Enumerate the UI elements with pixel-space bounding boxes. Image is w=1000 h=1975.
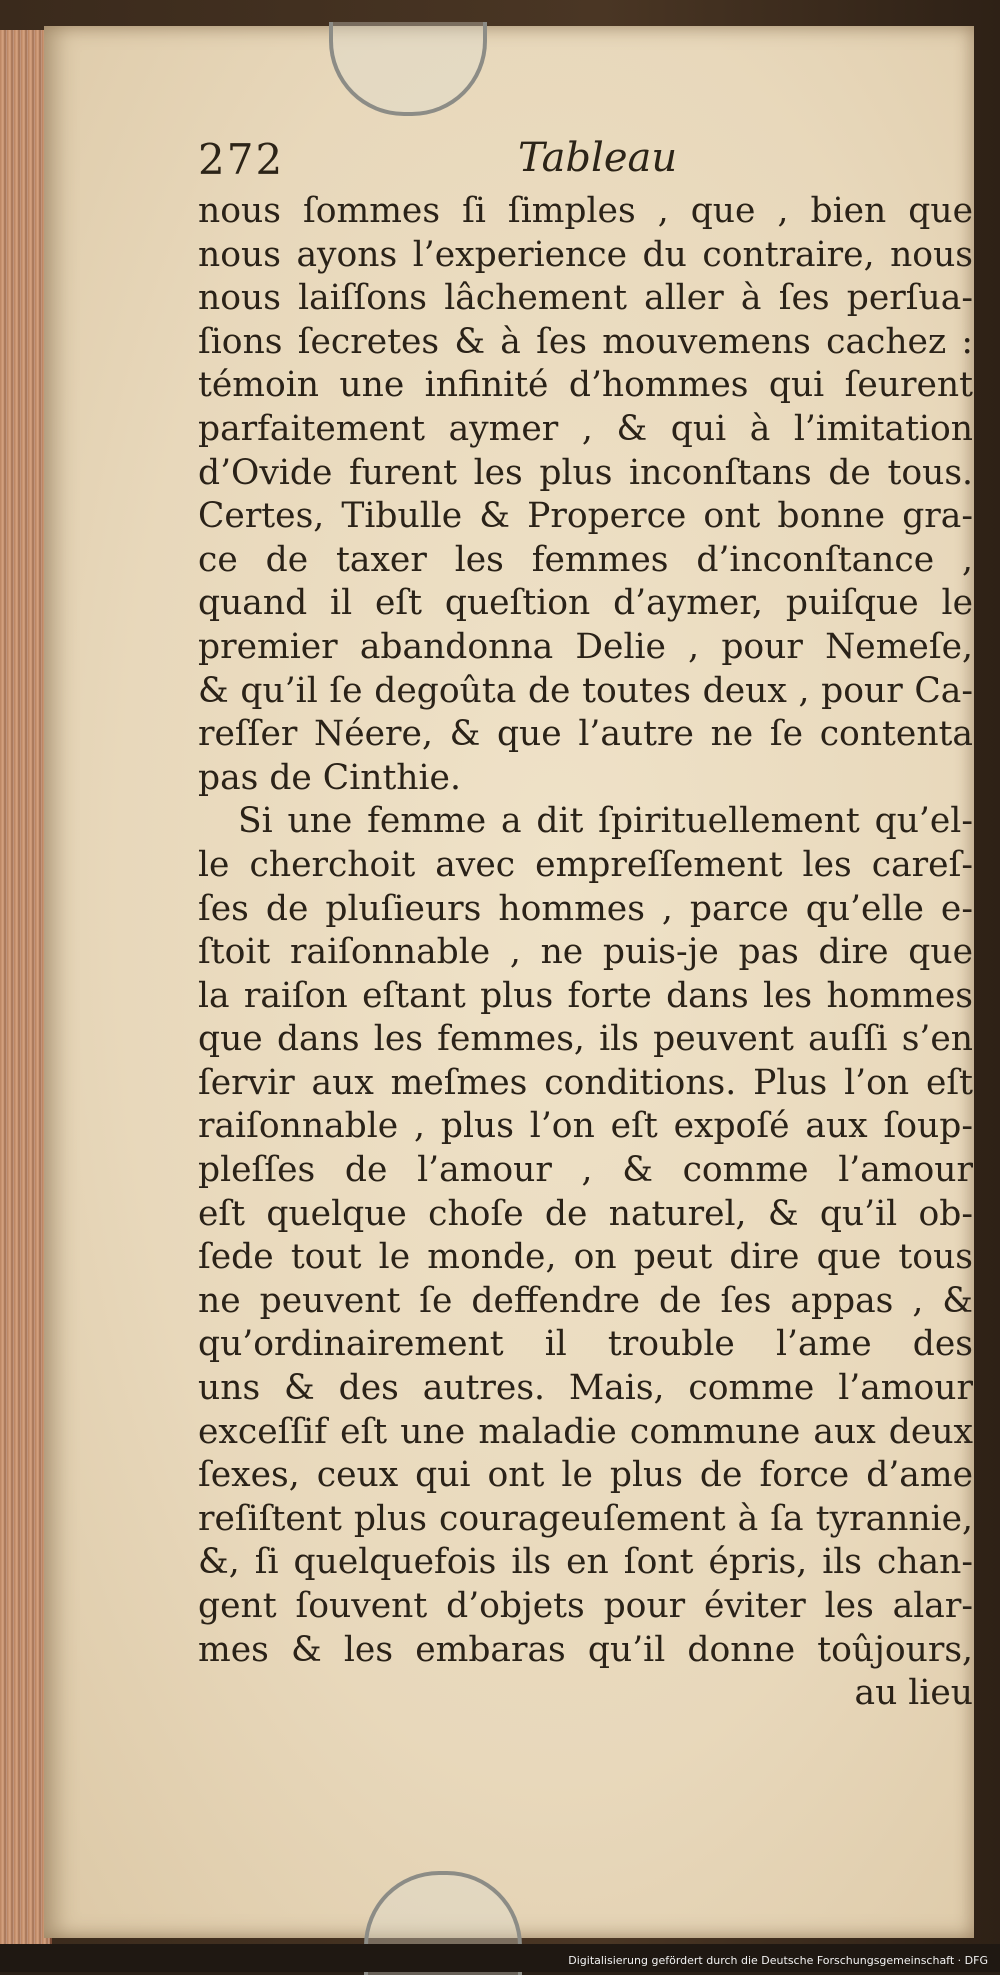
text-line: nous laiſſons lâchement aller à ſes perſua- — [198, 278, 973, 319]
text-line: ce de taxer les femmes d’inconſtance , — [198, 539, 973, 580]
text-line: parfaitement aymer , & qui à l’imitation — [198, 408, 973, 449]
page-header — [198, 135, 938, 195]
text-line: nous ayons l’experience du contraire, nous — [198, 234, 973, 275]
running-title: Tableau — [518, 135, 678, 181]
text-line: Certes, Tibulle & Properce ont bonne gra- — [198, 496, 973, 537]
text-line: que dans les femmes, ils peuvent auſſi s’en — [198, 1019, 973, 1060]
text-line: ſede tout le monde, on peut dire que tous — [198, 1237, 973, 1278]
text-line: qu’ordinairement il trouble l’ame des — [198, 1324, 973, 1365]
text-line: ſes de pluſieurs hommes , parce qu’elle e- — [198, 888, 973, 929]
text-line: premier abandonna Delie , pour Nemeſe, — [198, 626, 973, 667]
text-line: pas de Cinthie. — [198, 757, 461, 798]
text-line: uns & des autres. Mais, comme l’amour — [198, 1368, 973, 1409]
text-line: quand il eſt queſtion d’aymer, puiſque le — [198, 583, 973, 624]
text-line: ſervir aux meſmes conditions. Plus l’on eſt — [198, 1062, 973, 1103]
text-line: ne peuvent ſe deffendre de ſes appas , & — [198, 1280, 973, 1321]
text-line: d’Ovide furent les plus inconſtans de tous. — [198, 452, 973, 493]
text-line: reſiſtent plus courageuſement à ſa tyrannie, — [198, 1498, 973, 1539]
text-line: exceſſif eſt une maladie commune aux deux — [198, 1411, 973, 1452]
page-clip-top — [329, 22, 487, 116]
page-number: 272 — [198, 135, 285, 184]
text-line: témoin une infinité d’hommes qui ſeurent — [198, 365, 973, 406]
text-line: ſtoit raiſonnable , ne puis-je pas dire que — [198, 932, 973, 973]
text-line: reſſer Néere, & que l’autre ne ſe contenta — [198, 714, 973, 755]
text-line: pleſſes de l’amour , & comme l’amour — [198, 1150, 973, 1191]
text-line: &, ſi quelquefois ils en ſont épris, ils chan- — [198, 1542, 973, 1583]
text-line: ſions ſecretes & à ſes mouvemens cachez : — [198, 321, 973, 362]
text-line: gent ſouvent d’objets pour éviter les alar- — [198, 1586, 973, 1626]
text-line: eſt quelque choſe de naturel, & qu’il ob- — [198, 1193, 973, 1234]
text-line: ſexes, ceux qui ont le plus de force d’ame — [198, 1455, 973, 1496]
catchword: au lieu — [854, 1673, 973, 1714]
text-line: & qu’il ſe degoûta de toutes deux , pour Ca- — [198, 670, 973, 711]
text-line: la raiſon eſtant plus forte dans les hommes — [198, 975, 973, 1016]
digitization-credit: Digitalisierung gefördert durch die Deutsche Forschungsgemeinschaft · DFG — [568, 1954, 988, 1967]
text-line: le cherchoit avec empreſſement les careſ- — [198, 844, 973, 885]
text-line: raiſonnable , plus l’on eſt expoſé aux ſoup- — [198, 1106, 973, 1147]
text-line: mes & les embaras qu’il donne toûjours, — [198, 1629, 973, 1670]
text-line: nous ſommes ſi ſimples , que , bien que — [198, 191, 973, 231]
body-text — [198, 190, 973, 1716]
text-line: Si une femme a dit ſpirituellement qu’el- — [238, 801, 973, 842]
